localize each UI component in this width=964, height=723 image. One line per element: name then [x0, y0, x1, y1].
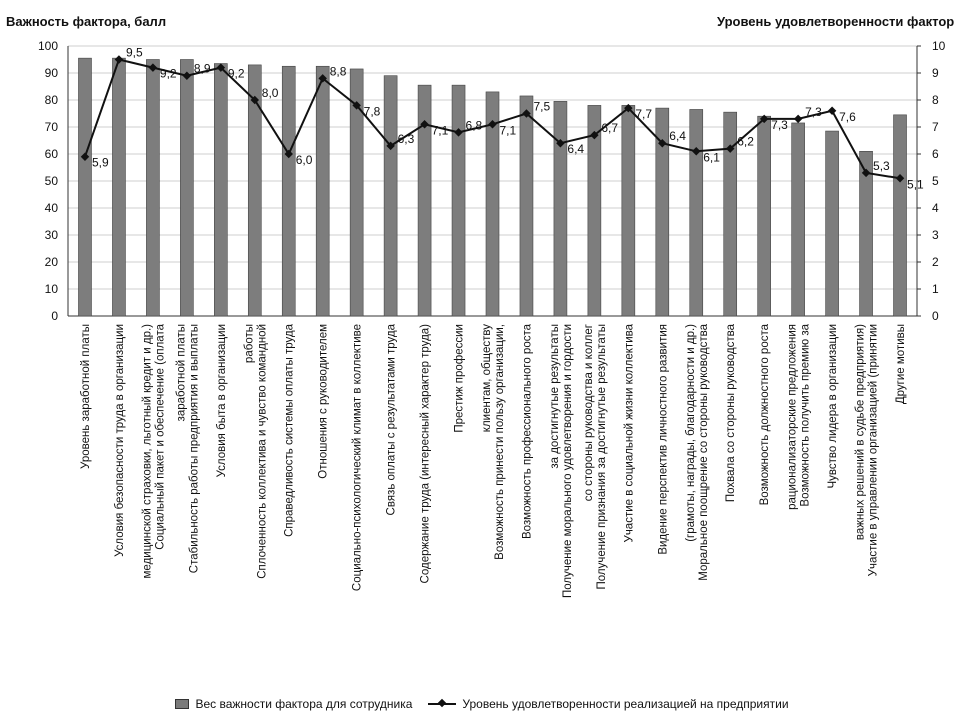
data-label: 7,5 [533, 99, 551, 114]
data-label: 6,7 [601, 121, 619, 136]
bar [758, 116, 771, 316]
y-right-tick-label: 2 [932, 255, 939, 269]
legend-bar-swatch [175, 699, 189, 709]
y-right-tick-label: 0 [932, 309, 939, 323]
category-label: Сплоченность коллектива и чувство команднойработы [243, 324, 269, 579]
y-left-tick-label: 70 [44, 120, 58, 134]
category-label: Участие в управлении организацией (принятииважных решений в судьбе предприятия) [854, 324, 880, 577]
category-label: Справедливость системы оплаты труда [283, 324, 296, 537]
line-marker [794, 115, 802, 123]
bar [690, 109, 703, 316]
y-right-tick-label: 10 [932, 39, 946, 53]
category-label: Возможность принести пользу организации,клиентам, обществу [481, 324, 506, 560]
category-label: Моральное поощрение со стороны руководства(грамоты, награды, благодарности и др.) [684, 324, 710, 581]
data-label: 7,1 [431, 123, 449, 138]
line-marker [828, 107, 836, 115]
data-label: 8,9 [193, 61, 211, 76]
category-label: Условия безопасности труда в организации [113, 324, 126, 557]
data-label: 6,4 [669, 129, 686, 144]
bar [282, 66, 295, 316]
bar [554, 101, 567, 316]
y-left-tick-label: 100 [37, 39, 58, 53]
data-label: 6,1 [703, 150, 720, 165]
category-label: Видение перспектив личностного развития [657, 324, 670, 555]
bar [316, 66, 329, 316]
data-label: 7,3 [771, 117, 788, 132]
category-label: Участие в социальной жизни коллектива [623, 324, 636, 543]
y-right-tick-label: 9 [932, 66, 939, 80]
y-right-tick-label: 4 [932, 201, 939, 215]
data-label: 7,3 [805, 104, 822, 119]
legend-line-label: Уровень удовлетворенности реализацией на предприятии [462, 697, 789, 711]
data-label: 7,6 [839, 109, 856, 124]
bar [180, 60, 193, 317]
y-right-tick-label: 7 [932, 120, 939, 134]
bar [78, 58, 91, 316]
category-label: Уровень заработной платы [79, 324, 92, 469]
bar [520, 96, 533, 316]
left-axis-title: Важность фактора, балл [6, 14, 167, 29]
data-label: 6,0 [295, 153, 313, 167]
y-left-tick-label: 80 [44, 93, 58, 107]
bar [724, 112, 737, 316]
bar [894, 115, 907, 316]
category-label: Возможность профессионального роста [521, 324, 534, 540]
data-label: 6,3 [397, 131, 415, 146]
category-label: Другие мотивы [895, 324, 908, 405]
y-left-tick-label: 0 [51, 309, 58, 323]
category-label: Получение признания за достигнутые результатысо стороны руководства и коллег [582, 324, 608, 590]
y-left-tick-label: 50 [44, 174, 58, 188]
y-left-tick-label: 40 [44, 201, 58, 215]
y-left-tick-label: 60 [44, 147, 58, 161]
category-label: Похвала со стороны руководства [725, 324, 738, 503]
y-left-tick-label: 90 [44, 66, 58, 80]
y-left-tick-label: 20 [44, 255, 58, 269]
data-label: 8,8 [329, 64, 347, 79]
category-label: Социальный пакет и обеспечение (оплатамедицинской страховки, льготный кредит и др.) [141, 324, 167, 579]
y-left-tick-label: 30 [44, 228, 58, 242]
y-right-tick-label: 8 [932, 93, 939, 107]
category-label: Престиж профессии [453, 324, 466, 433]
bar [112, 58, 125, 316]
data-label: 5,9 [91, 155, 109, 170]
category-label: Стабильность работы предприятия и выплатызаработной платы [175, 324, 201, 574]
data-label: 7,7 [635, 107, 653, 122]
data-label: 6,4 [567, 142, 585, 157]
data-label: 7,8 [363, 104, 381, 119]
category-label: Условия быта в организации [215, 324, 228, 478]
y-right-tick-label: 3 [932, 228, 939, 242]
data-label: 6,8 [465, 118, 483, 133]
legend-bar-label: Вес важности фактора для сотрудника [195, 697, 413, 711]
bar [146, 60, 159, 317]
category-label: Возможность должностного роста [759, 324, 772, 506]
bar [622, 105, 635, 316]
category-label: Чувство лидера в организации [827, 324, 840, 489]
y-right-tick-label: 6 [932, 147, 939, 161]
category-label: Социально-психологический климат в коллективе [351, 324, 364, 592]
bar [792, 123, 805, 316]
y-right-tick-label: 5 [932, 174, 939, 188]
bar [826, 131, 839, 316]
category-label: Отношения с руководителем [317, 324, 330, 479]
data-label: 6,2 [737, 134, 754, 149]
legend-line-swatch [428, 703, 456, 705]
bar [452, 85, 465, 316]
bar [384, 76, 397, 316]
data-label: 8,0 [261, 86, 279, 100]
category-label: Возможность получить премию зарационализаторские предложения [786, 324, 812, 510]
bar [418, 85, 431, 316]
legend [0, 697, 964, 711]
category-label: Содержание труда (интересный характер труда) [419, 324, 432, 584]
data-label: 5,3 [873, 158, 890, 173]
category-label: Получение морального удовлетворения и гордостиза достигнутые результаты [548, 324, 574, 599]
data-label: 9,5 [125, 45, 143, 60]
y-right-tick-label: 1 [932, 282, 939, 296]
data-label: 9,2 [159, 66, 177, 81]
right-axis-title: Уровень удовлетворенности фактор [717, 14, 955, 29]
data-label: 9,2 [227, 66, 245, 81]
bar [214, 64, 227, 316]
y-left-tick-label: 10 [44, 282, 58, 296]
data-label: 7,1 [499, 123, 517, 138]
category-label: Связь оплаты с результатами труда [385, 324, 398, 516]
data-label: 5,1 [907, 177, 924, 192]
